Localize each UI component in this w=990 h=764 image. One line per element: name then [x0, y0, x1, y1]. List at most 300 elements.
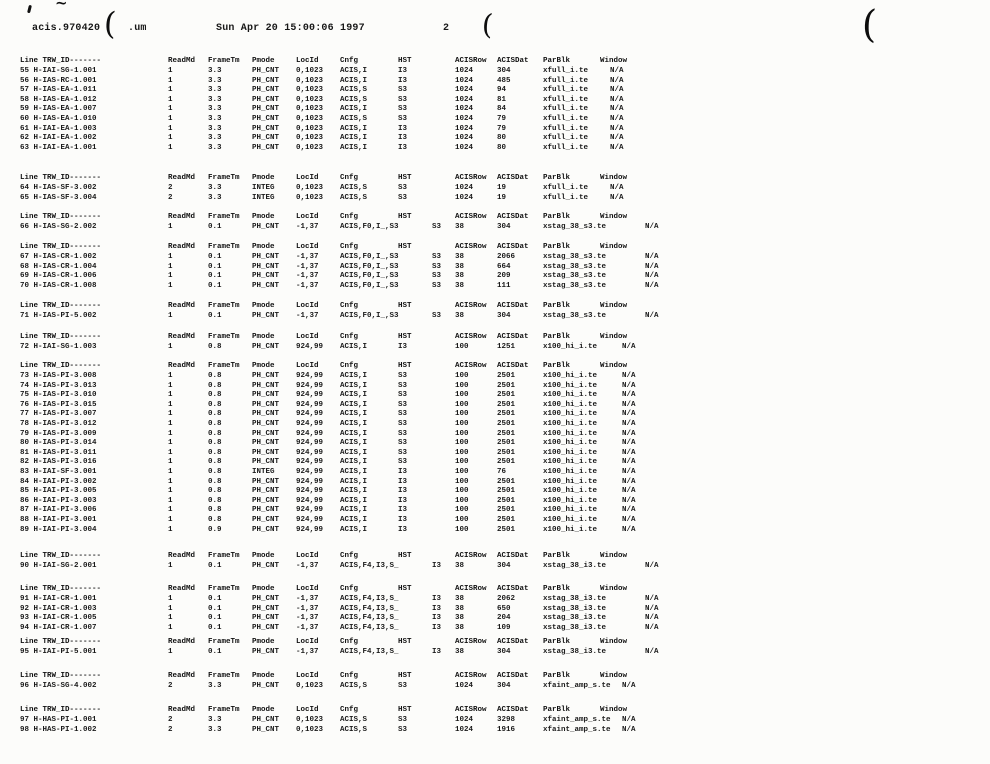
- col-header-lineid: Line TRW_ID-------: [20, 213, 102, 221]
- cell-window: N/A: [645, 623, 659, 632]
- cell-frametm: 3.3: [208, 725, 222, 734]
- cell-acisrow: 100: [455, 468, 469, 476]
- cell-lineid: 83 H-IAI-SF-3.001: [20, 468, 97, 476]
- cell-frametm: 3.3: [208, 716, 222, 724]
- table-row: [18, 115, 983, 125]
- table-header-row: [18, 706, 983, 716]
- cell-pmode: PH_CNT: [252, 253, 280, 261]
- cell-pmode: PH_CNT: [252, 343, 280, 351]
- cell-parblk: xstag_38_i3.te: [543, 623, 607, 632]
- col-header-window: Window: [600, 302, 628, 310]
- cell-pmode: PH_CNT: [252, 372, 280, 380]
- cell-readmd: 1: [168, 381, 173, 390]
- cell-readmd: 1: [168, 429, 173, 438]
- cell-lineid: 71 H-IAS-PI-5.002: [20, 312, 97, 320]
- cell-window: N/A: [622, 439, 636, 448]
- table-row: [18, 410, 983, 420]
- cell-locid: 0,1023: [296, 86, 324, 95]
- cell-cnfg: ACIS,I: [340, 67, 368, 75]
- col-header-cnfg: Cnfg: [340, 362, 359, 370]
- cell-cnfg: ACIS,S: [340, 725, 368, 734]
- col-header-parblk: ParBlk: [543, 243, 571, 251]
- table-row: [18, 526, 983, 536]
- cell-hst: I3: [432, 562, 442, 570]
- col-header-window: Window: [600, 174, 628, 182]
- cell-window: N/A: [622, 381, 636, 390]
- cell-pmode: PH_CNT: [252, 312, 280, 320]
- table-row: [18, 449, 983, 459]
- table-row: [18, 614, 983, 624]
- col-header-locid: LocId: [296, 213, 319, 221]
- cell-readmd: 1: [168, 468, 173, 476]
- cell-lineid: 76 H-IAS-PI-3.015: [20, 400, 97, 409]
- cell-parblk: x100_hi_i.te: [543, 410, 598, 419]
- cell-acisrow: 100: [455, 458, 469, 467]
- col-header-acisrow: ACISRow: [455, 552, 487, 560]
- cell-hst: I3: [398, 134, 408, 143]
- col-header-hst: HST: [398, 174, 412, 182]
- cell-window: N/A: [645, 648, 659, 656]
- col-header-acisrow: ACISRow: [455, 672, 487, 680]
- cell-lineid: 88 H-IAI-PI-3.001: [20, 516, 97, 524]
- cell-cnfg: ACIS,F0,I_,S3: [340, 272, 399, 281]
- col-header-cnfg: Cnfg: [340, 174, 359, 182]
- cell-locid: 0,1023: [296, 134, 324, 143]
- col-header-parblk: ParBlk: [543, 585, 571, 593]
- cell-frametm: 0.1: [208, 648, 222, 656]
- cell-readmd: 1: [168, 312, 173, 320]
- table-row: [18, 125, 983, 135]
- cell-acisdat: 19: [497, 193, 507, 202]
- col-header-cnfg: Cnfg: [340, 706, 359, 714]
- cell-parblk: x100_hi_i.te: [543, 381, 598, 390]
- cell-window: N/A: [610, 134, 624, 143]
- col-header-frametm: FrameTm: [208, 638, 240, 646]
- cell-window: N/A: [622, 496, 636, 505]
- col-header-cnfg: Cnfg: [340, 57, 359, 65]
- table-row: [18, 96, 983, 106]
- cell-pmode: INTEG: [252, 193, 275, 202]
- cell-pmode: PH_CNT: [252, 429, 280, 438]
- cell-locid: 924,99: [296, 343, 324, 351]
- table-row: [18, 562, 983, 572]
- cell-frametm: 3.3: [208, 76, 222, 85]
- cell-acisdat: 2501: [497, 448, 516, 457]
- col-header-window: Window: [600, 362, 628, 370]
- cell-frametm: 3.3: [208, 86, 222, 95]
- cell-pmode: PH_CNT: [252, 595, 280, 603]
- cell-readmd: 1: [168, 525, 173, 534]
- cell-acisdat: 304: [497, 648, 511, 656]
- cell-acisrow: 100: [455, 506, 469, 515]
- cell-lineid: 63 H-IAI-EA-1.001: [20, 143, 97, 152]
- cell-acisdat: 2501: [497, 429, 516, 438]
- cell-hst: I3: [432, 623, 442, 632]
- cell-window: N/A: [610, 67, 624, 75]
- table-row: [18, 439, 983, 449]
- cell-cnfg: ACIS,I: [340, 420, 368, 428]
- table-row: [18, 516, 983, 526]
- cell-readmd: 1: [168, 562, 173, 570]
- cell-acisrow: 1024: [455, 124, 474, 133]
- cell-readmd: 1: [168, 487, 173, 496]
- col-header-hst: HST: [398, 552, 412, 560]
- page-number: 2: [443, 23, 450, 34]
- cell-frametm: 3.3: [208, 95, 222, 104]
- cell-locid: 0,1023: [296, 184, 324, 192]
- col-header-acisdat: ACISDat: [497, 362, 529, 370]
- table-row: [18, 624, 983, 634]
- cell-acisrow: 38: [455, 262, 465, 271]
- cell-window: N/A: [645, 562, 659, 570]
- col-header-lineid: Line TRW_ID-------: [20, 174, 102, 182]
- cell-acisdat: 2501: [497, 391, 516, 400]
- col-header-pmode: Pmode: [252, 362, 275, 370]
- cell-window: N/A: [645, 604, 659, 613]
- col-header-acisrow: ACISRow: [455, 213, 487, 221]
- cell-frametm: 0.8: [208, 496, 222, 505]
- cell-frametm: 0.8: [208, 429, 222, 438]
- col-header-window: Window: [600, 213, 628, 221]
- cell-frametm: 0.1: [208, 614, 222, 623]
- col-header-hst: HST: [398, 243, 412, 251]
- document-filename-suffix: .um: [128, 23, 147, 34]
- col-header-readmd: ReadMd: [168, 552, 196, 560]
- cell-frametm: 0.1: [208, 253, 222, 261]
- cell-acisdat: 2501: [497, 410, 516, 419]
- table-row: [18, 430, 983, 440]
- col-header-pmode: Pmode: [252, 333, 275, 341]
- col-header-frametm: FrameTm: [208, 243, 240, 251]
- col-header-readmd: ReadMd: [168, 672, 196, 680]
- col-header-locid: LocId: [296, 672, 319, 680]
- col-header-frametm: FrameTm: [208, 672, 240, 680]
- cell-lineid: 67 H-IAS-CR-1.002: [20, 253, 97, 261]
- col-header-parblk: ParBlk: [543, 706, 571, 714]
- col-header-locid: LocId: [296, 302, 319, 310]
- cell-locid: -1,37: [296, 623, 319, 632]
- table-row: [18, 67, 983, 77]
- cell-pmode: PH_CNT: [252, 516, 280, 524]
- col-header-acisdat: ACISDat: [497, 302, 529, 310]
- col-header-acisdat: ACISDat: [497, 638, 529, 646]
- col-header-pmode: Pmode: [252, 638, 275, 646]
- cell-frametm: 0.8: [208, 516, 222, 524]
- col-header-parblk: ParBlk: [543, 213, 571, 221]
- cell-acisrow: 1024: [455, 193, 474, 202]
- cell-hst: S3: [398, 372, 408, 380]
- cell-pmode: PH_CNT: [252, 716, 280, 724]
- cell-parblk: xstag_38_s3.te: [543, 253, 607, 261]
- cell-pmode: PH_CNT: [252, 562, 280, 570]
- cell-pmode: PH_CNT: [252, 115, 280, 123]
- cell-readmd: 1: [168, 506, 173, 515]
- table-row: [18, 223, 983, 233]
- cell-lineid: 84 H-IAI-PI-3.002: [20, 477, 97, 486]
- cell-locid: 924,99: [296, 381, 324, 390]
- cell-cnfg: ACIS,F4,I3,S_: [340, 623, 399, 632]
- cell-window: N/A: [622, 400, 636, 409]
- cell-hst: S3: [398, 420, 408, 428]
- cell-parblk: x100_hi_i.te: [543, 391, 598, 400]
- cell-locid: -1,37: [296, 562, 319, 570]
- cell-parblk: xstag_38_s3.te: [543, 281, 607, 290]
- col-header-acisrow: ACISRow: [455, 706, 487, 714]
- cell-frametm: 0.8: [208, 448, 222, 457]
- cell-lineid: 89 H-IAI-PI-3.004: [20, 525, 97, 534]
- cell-parblk: xfaint_amp_s.te: [543, 682, 611, 690]
- col-header-readmd: ReadMd: [168, 57, 196, 65]
- cell-acisrow: 1024: [455, 76, 474, 85]
- col-header-acisdat: ACISDat: [497, 333, 529, 341]
- table-row: [18, 716, 983, 726]
- table-row: [18, 105, 983, 115]
- table-header-row: [18, 333, 983, 343]
- table-row: [18, 372, 983, 382]
- cell-locid: -1,37: [296, 648, 319, 656]
- cell-parblk: x100_hi_i.te: [543, 400, 598, 409]
- cell-hst: I3: [398, 477, 408, 486]
- col-header-acisdat: ACISDat: [497, 57, 529, 65]
- cell-cnfg: ACIS,I: [340, 105, 368, 114]
- cell-acisdat: 2501: [497, 439, 516, 448]
- cell-parblk: xstag_38_i3.te: [543, 562, 607, 570]
- cell-window: N/A: [622, 682, 636, 690]
- cell-cnfg: ACIS,F4,I3,S_: [340, 562, 399, 570]
- cell-parblk: xstag_38_s3.te: [543, 223, 607, 231]
- cell-readmd: 1: [168, 115, 173, 123]
- cell-parblk: x100_hi_i.te: [543, 468, 598, 476]
- cell-cnfg: ACIS,I: [340, 410, 368, 419]
- cell-frametm: 0.1: [208, 312, 222, 320]
- col-header-cnfg: Cnfg: [340, 243, 359, 251]
- cell-acisdat: 2066: [497, 253, 516, 261]
- cell-lineid: 79 H-IAS-PI-3.009: [20, 429, 97, 438]
- cell-readmd: 1: [168, 410, 173, 419]
- cell-window: N/A: [622, 372, 636, 380]
- cell-hst: S3: [398, 448, 408, 457]
- cell-readmd: 1: [168, 439, 173, 448]
- col-header-hst: HST: [398, 706, 412, 714]
- cell-lineid: 87 H-IAI-PI-3.006: [20, 506, 97, 515]
- col-header-acisdat: ACISDat: [497, 213, 529, 221]
- cell-lineid: 65 H-IAS-SF-3.004: [20, 193, 97, 202]
- cell-locid: 0,1023: [296, 76, 324, 85]
- col-header-frametm: FrameTm: [208, 362, 240, 370]
- col-header-lineid: Line TRW_ID-------: [20, 706, 102, 714]
- cell-cnfg: ACIS,I: [340, 468, 368, 476]
- cell-parblk: x100_hi_i.te: [543, 525, 598, 534]
- cell-hst: I3: [398, 124, 408, 133]
- col-header-parblk: ParBlk: [543, 333, 571, 341]
- cell-locid: 924,99: [296, 429, 324, 438]
- cell-window: N/A: [645, 223, 659, 231]
- cell-acisrow: 100: [455, 391, 469, 400]
- cell-window: N/A: [622, 716, 636, 724]
- col-header-pmode: Pmode: [252, 552, 275, 560]
- cell-pmode: PH_CNT: [252, 506, 280, 515]
- document-filename: acis.970420: [32, 23, 101, 34]
- cell-parblk: x100_hi_i.te: [543, 429, 598, 438]
- table-row: [18, 382, 983, 392]
- table-row: [18, 468, 983, 478]
- cell-pmode: PH_CNT: [252, 604, 280, 613]
- cell-acisdat: 2501: [497, 506, 516, 515]
- cell-readmd: 2: [168, 184, 173, 192]
- table-row: [18, 194, 983, 204]
- cell-lineid: 81 H-IAS-PI-3.011: [20, 448, 97, 457]
- cell-hst: S3: [398, 400, 408, 409]
- cell-pmode: PH_CNT: [252, 420, 280, 428]
- cell-acisrow: 100: [455, 372, 469, 380]
- cell-frametm: 0.8: [208, 400, 222, 409]
- cell-acisdat: 485: [497, 76, 511, 85]
- table-header-row: [18, 302, 983, 312]
- cell-cnfg: ACIS,I: [340, 439, 368, 448]
- cell-cnfg: ACIS,S: [340, 95, 368, 104]
- cell-acisrow: 38: [455, 623, 465, 632]
- table-row: [18, 391, 983, 401]
- col-header-locid: LocId: [296, 174, 319, 182]
- cell-readmd: 1: [168, 253, 173, 261]
- cell-lineid: 58 H-IAS-EA-1.012: [20, 95, 97, 104]
- col-header-acisrow: ACISRow: [455, 57, 487, 65]
- cell-frametm: 0.8: [208, 410, 222, 419]
- cell-pmode: PH_CNT: [252, 134, 280, 143]
- cell-acisrow: 38: [455, 272, 465, 281]
- cell-pmode: PH_CNT: [252, 262, 280, 271]
- cell-hst: S3: [432, 272, 442, 281]
- cell-acisdat: 304: [497, 223, 511, 231]
- cell-frametm: 0.1: [208, 595, 222, 603]
- cell-acisdat: 84: [497, 105, 507, 114]
- cell-lineid: 57 H-IAS-EA-1.011: [20, 86, 97, 95]
- cell-parblk: xfull_i.te: [543, 193, 589, 202]
- cell-cnfg: ACIS,I: [340, 343, 368, 351]
- col-header-parblk: ParBlk: [543, 672, 571, 680]
- cell-locid: -1,37: [296, 312, 319, 320]
- cell-readmd: 2: [168, 682, 173, 690]
- cell-window: N/A: [622, 725, 636, 734]
- cell-locid: 924,99: [296, 525, 324, 534]
- cell-pmode: PH_CNT: [252, 487, 280, 496]
- cell-readmd: 1: [168, 95, 173, 104]
- cell-hst: S3: [398, 184, 408, 192]
- cell-acisrow: 100: [455, 477, 469, 486]
- cell-lineid: 72 H-IAI-SG-1.003: [20, 343, 97, 351]
- table-row: [18, 253, 983, 263]
- cell-pmode: PH_CNT: [252, 400, 280, 409]
- cell-frametm: 3.3: [208, 67, 222, 75]
- cell-locid: 924,99: [296, 391, 324, 400]
- cell-readmd: 1: [168, 223, 173, 231]
- cell-locid: -1,37: [296, 614, 319, 623]
- col-header-acisrow: ACISRow: [455, 362, 487, 370]
- col-header-hst: HST: [398, 362, 412, 370]
- cell-acisdat: 209: [497, 272, 511, 281]
- col-header-cnfg: Cnfg: [340, 552, 359, 560]
- col-header-cnfg: Cnfg: [340, 333, 359, 341]
- cell-acisdat: 1251: [497, 343, 516, 351]
- col-header-parblk: ParBlk: [543, 362, 571, 370]
- cell-window: N/A: [622, 458, 636, 467]
- cell-window: N/A: [645, 262, 659, 271]
- cell-readmd: 1: [168, 648, 173, 656]
- cell-pmode: PH_CNT: [252, 458, 280, 467]
- cell-readmd: 1: [168, 477, 173, 486]
- col-header-locid: LocId: [296, 57, 319, 65]
- col-header-locid: LocId: [296, 243, 319, 251]
- cell-lineid: 98 H-HAS-PI-1.002: [20, 725, 97, 734]
- cell-frametm: 0.1: [208, 623, 222, 632]
- cell-pmode: PH_CNT: [252, 448, 280, 457]
- cell-lineid: 60 H-IAS-EA-1.010: [20, 115, 97, 123]
- cell-window: N/A: [610, 115, 624, 123]
- cell-hst: S3: [398, 115, 408, 123]
- cell-cnfg: ACIS,I: [340, 458, 368, 467]
- cell-parblk: x100_hi_i.te: [543, 439, 598, 448]
- cell-locid: 0,1023: [296, 193, 324, 202]
- cell-frametm: 0.1: [208, 562, 222, 570]
- cell-readmd: 1: [168, 372, 173, 380]
- table-row: [18, 134, 983, 144]
- cell-frametm: 3.3: [208, 682, 222, 690]
- cell-cnfg: ACIS,I: [340, 477, 368, 486]
- cell-acisrow: 38: [455, 562, 465, 570]
- col-header-frametm: FrameTm: [208, 333, 240, 341]
- cell-acisrow: 100: [455, 420, 469, 428]
- col-header-parblk: ParBlk: [543, 174, 571, 182]
- col-header-readmd: ReadMd: [168, 362, 196, 370]
- cell-readmd: 1: [168, 124, 173, 133]
- table-row: [18, 343, 983, 353]
- cell-window: N/A: [610, 193, 624, 202]
- cell-hst: S3: [398, 193, 408, 202]
- cell-locid: -1,37: [296, 262, 319, 271]
- col-header-parblk: ParBlk: [543, 552, 571, 560]
- cell-parblk: x100_hi_i.te: [543, 448, 598, 457]
- cell-window: N/A: [622, 343, 636, 351]
- col-header-window: Window: [600, 333, 628, 341]
- cell-acisdat: 2062: [497, 595, 516, 603]
- table-row: [18, 77, 983, 87]
- cell-cnfg: ACIS,F4,I3,S_: [340, 604, 399, 613]
- cell-hst: S3: [398, 391, 408, 400]
- table-header-row: [18, 552, 983, 562]
- cell-acisrow: 100: [455, 487, 469, 496]
- cell-pmode: PH_CNT: [252, 124, 280, 133]
- col-header-lineid: Line TRW_ID-------: [20, 362, 102, 370]
- cell-acisdat: 80: [497, 143, 507, 152]
- cell-locid: 924,99: [296, 372, 324, 380]
- cell-locid: 0,1023: [296, 105, 324, 114]
- cell-readmd: 2: [168, 193, 173, 202]
- print-datetime: Sun Apr 20 15:00:06 1997: [216, 23, 365, 34]
- pen-tilde-mark: ~: [55, 0, 68, 12]
- col-header-acisdat: ACISDat: [497, 174, 529, 182]
- cell-window: N/A: [645, 272, 659, 281]
- col-header-frametm: FrameTm: [208, 213, 240, 221]
- cell-acisdat: 2501: [497, 496, 516, 505]
- table-row: [18, 487, 983, 497]
- cell-readmd: 1: [168, 105, 173, 114]
- col-header-locid: LocId: [296, 552, 319, 560]
- cell-frametm: 0.8: [208, 506, 222, 515]
- cell-frametm: 3.3: [208, 124, 222, 133]
- cell-readmd: 1: [168, 281, 173, 290]
- cell-parblk: x100_hi_i.te: [543, 516, 598, 524]
- cell-cnfg: ACIS,F0,I_,S3: [340, 312, 399, 320]
